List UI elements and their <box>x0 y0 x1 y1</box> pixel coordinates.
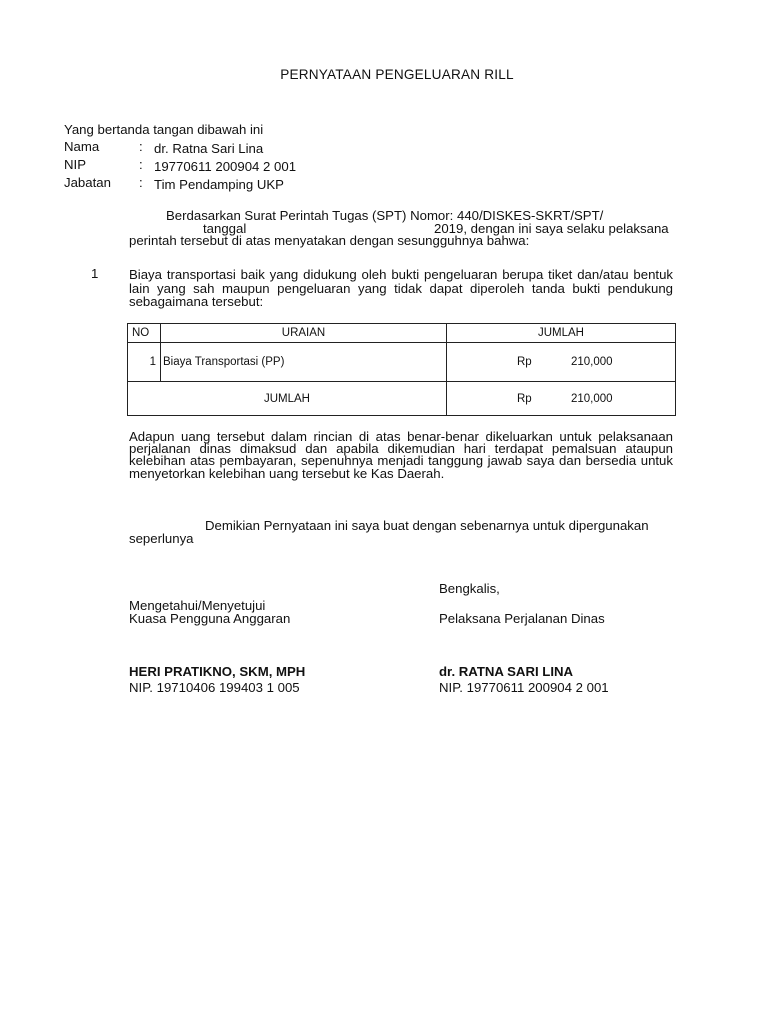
header-no: NO <box>128 324 161 343</box>
left-role1: Mengetahui/Menyetujui <box>129 598 266 613</box>
item-text: Biaya transportasi baik yang didukung oleh bukti pengeluaran berupa tiket dan/atau bentuk lain yang sah maupun pengeluaran yang tidak dapat diperoleh tanda bukti pendukung sebagaimana tersebut: <box>129 267 673 309</box>
place-date: Bengkalis, <box>439 581 500 596</box>
field-label-nip: NIP <box>64 157 86 172</box>
paragraph2: Adapun uang tersebut dalam rincian di atas benar-benar dikeluarkan untuk pelaksanaan perjalanan dinas dimaksud dan apabila dikemudian hari terdapat pemalsuan ataupun kelebihan atas pembayaran, sepenuhnya menjadi tanggung jawab saya dan bersedia untuk menyetorkan kelebihan uang tersebut ke Kas Daerah. <box>129 429 673 481</box>
paragraph3-line1: Demikian Pernyataan ini saya buat dengan sebenarnya untuk dipergunakan <box>205 518 649 533</box>
header-uraian: URAIAN <box>161 324 447 343</box>
document-title: PERNYATAAN PENGELUARAN RILL <box>280 67 514 82</box>
field-sep-nip: : <box>139 157 143 172</box>
table-header-row <box>128 324 676 343</box>
total-amount: 210,000 <box>571 392 613 405</box>
field-sep-jabatan: : <box>139 175 143 190</box>
row-jumlah-cell <box>447 343 676 382</box>
paragraph1-line1: Berdasarkan Surat Perintah Tugas (SPT) Nomor: 440/DISKES-SKRT/SPT/ <box>166 208 604 223</box>
item-number: 1 <box>91 266 99 281</box>
field-sep-nama: : <box>139 139 143 154</box>
right-signer-name: dr. RATNA SARI LINA <box>439 664 574 679</box>
expense-table <box>127 323 676 416</box>
total-label: JUMLAH <box>128 382 447 416</box>
table-row <box>128 343 676 382</box>
row-uraian: Biaya Transportasi (PP) <box>161 343 447 382</box>
paragraph1-year: 2019, dengan ini saya selaku pelaksana <box>434 221 669 236</box>
field-label-jabatan: Jabatan <box>64 175 111 190</box>
field-value-jabatan: Tim Pendamping UKP <box>154 177 284 192</box>
field-value-nip: 19770611 200904 2 001 <box>154 159 297 174</box>
paragraph1-tanggal: tanggal <box>203 221 247 236</box>
row-amount: 210,000 <box>571 356 613 368</box>
total-jumlah-cell <box>447 382 676 416</box>
paragraph3-line2: seperlunya <box>129 531 194 546</box>
header-jumlah: JUMLAH <box>447 324 676 343</box>
intro-text: Yang bertanda tangan dibawah ini <box>64 122 264 137</box>
field-value-nama: dr. Ratna Sari Lina <box>154 141 264 156</box>
right-role: Pelaksana Perjalanan Dinas <box>439 611 605 626</box>
row-currency: Rp <box>517 356 532 368</box>
left-signer-name: HERI PRATIKNO, SKM, MPH <box>129 664 306 679</box>
left-signer-nip: NIP. 19710406 199403 1 005 <box>129 680 300 695</box>
total-currency: Rp <box>517 392 532 405</box>
paragraph1-line3: perintah tersebut di atas menyatakan dengan sesungguhnya bahwa: <box>129 233 530 248</box>
table-total-row <box>128 382 676 416</box>
field-label-nama: Nama <box>64 139 100 154</box>
right-signer-nip: NIP. 19770611 200904 2 001 <box>439 680 609 695</box>
left-role2: Kuasa Pengguna Anggaran <box>129 611 291 626</box>
row-no: 1 <box>128 343 161 382</box>
